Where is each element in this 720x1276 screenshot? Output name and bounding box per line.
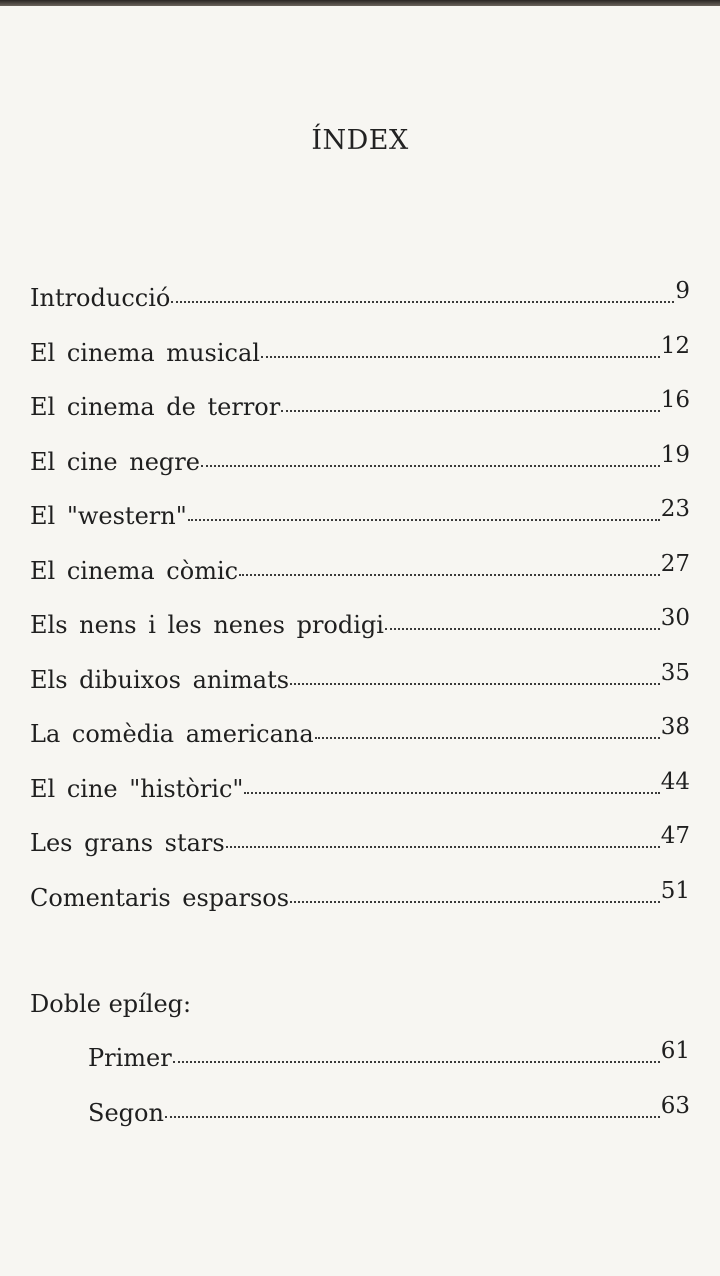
toc-subentry-label: Segon	[88, 1098, 164, 1127]
epilogue-heading: Doble epíleg:	[30, 990, 192, 1018]
dot-leader	[165, 1116, 660, 1118]
toc-entry	[30, 714, 690, 775]
toc-entry-page: 44	[660, 768, 690, 795]
toc-entry-page: 51	[660, 877, 690, 904]
dot-leader	[201, 465, 660, 467]
dot-leader	[281, 410, 660, 412]
toc-entry-page: 9	[675, 278, 690, 304]
page-top-edge	[0, 0, 720, 6]
toc-entry-page: 38	[660, 714, 690, 740]
toc-entry-page: 23	[660, 496, 690, 522]
toc-entry-page: 35	[660, 659, 690, 686]
toc-entry-label: El cine negre	[30, 447, 200, 476]
toc-subentry-page: 61	[660, 1038, 690, 1064]
dot-leader	[173, 1061, 660, 1063]
toc-entry	[30, 877, 690, 939]
toc-subentry	[88, 1038, 690, 1099]
toc-entry	[30, 823, 690, 884]
toc-entry	[30, 659, 690, 721]
toc-entry	[30, 605, 690, 666]
toc-entry-label: Els nens i les nenes prodigi	[30, 611, 384, 639]
page-title: ÍNDEX	[311, 125, 409, 156]
toc-entry	[30, 387, 690, 448]
toc-entry	[30, 278, 690, 339]
toc-entry	[30, 768, 690, 830]
toc-subentry-page: 63	[660, 1092, 690, 1119]
toc-entry	[30, 550, 690, 612]
toc-entry	[30, 496, 690, 557]
dot-leader	[261, 356, 660, 358]
toc-entry-label: El cine "històric"	[30, 774, 244, 803]
toc-entry-page: 27	[660, 550, 690, 577]
toc-entry-page: 30	[660, 605, 690, 631]
toc-entry-label: Comentaris esparsos	[30, 883, 290, 912]
dot-leader	[290, 901, 660, 903]
toc-entry-page: 16	[660, 387, 690, 413]
dot-leader	[385, 628, 660, 630]
epilogue-contents	[88, 1038, 690, 1153]
dot-leader	[239, 574, 660, 576]
toc-subentry	[88, 1092, 690, 1154]
toc-entry-label: La comèdia americana	[30, 720, 314, 748]
toc-entry	[30, 441, 690, 503]
dot-leader	[244, 792, 659, 794]
toc-entry-label: El cinema de terror	[30, 393, 281, 421]
toc-subentry-label: Primer	[88, 1044, 172, 1072]
dot-leader	[171, 301, 674, 303]
toc-entry	[30, 332, 690, 394]
dot-leader	[226, 846, 660, 848]
toc-entry-label: El "western"	[30, 502, 187, 530]
toc-entry-page: 12	[660, 332, 690, 359]
toc-entry-page: 47	[660, 823, 690, 849]
toc-entry-label: Els dibuixos animats	[30, 665, 290, 694]
toc-entry-label: El cinema musical	[30, 338, 260, 367]
table-of-contents	[30, 278, 690, 938]
dot-leader	[290, 683, 660, 685]
toc-entry-label: Les grans stars	[30, 829, 225, 857]
toc-entry-page: 19	[660, 441, 690, 468]
dot-leader	[315, 737, 660, 739]
toc-entry-label: Introducció	[30, 284, 171, 312]
toc-entry-label: El cinema còmic	[30, 556, 239, 585]
dot-leader	[188, 519, 660, 521]
